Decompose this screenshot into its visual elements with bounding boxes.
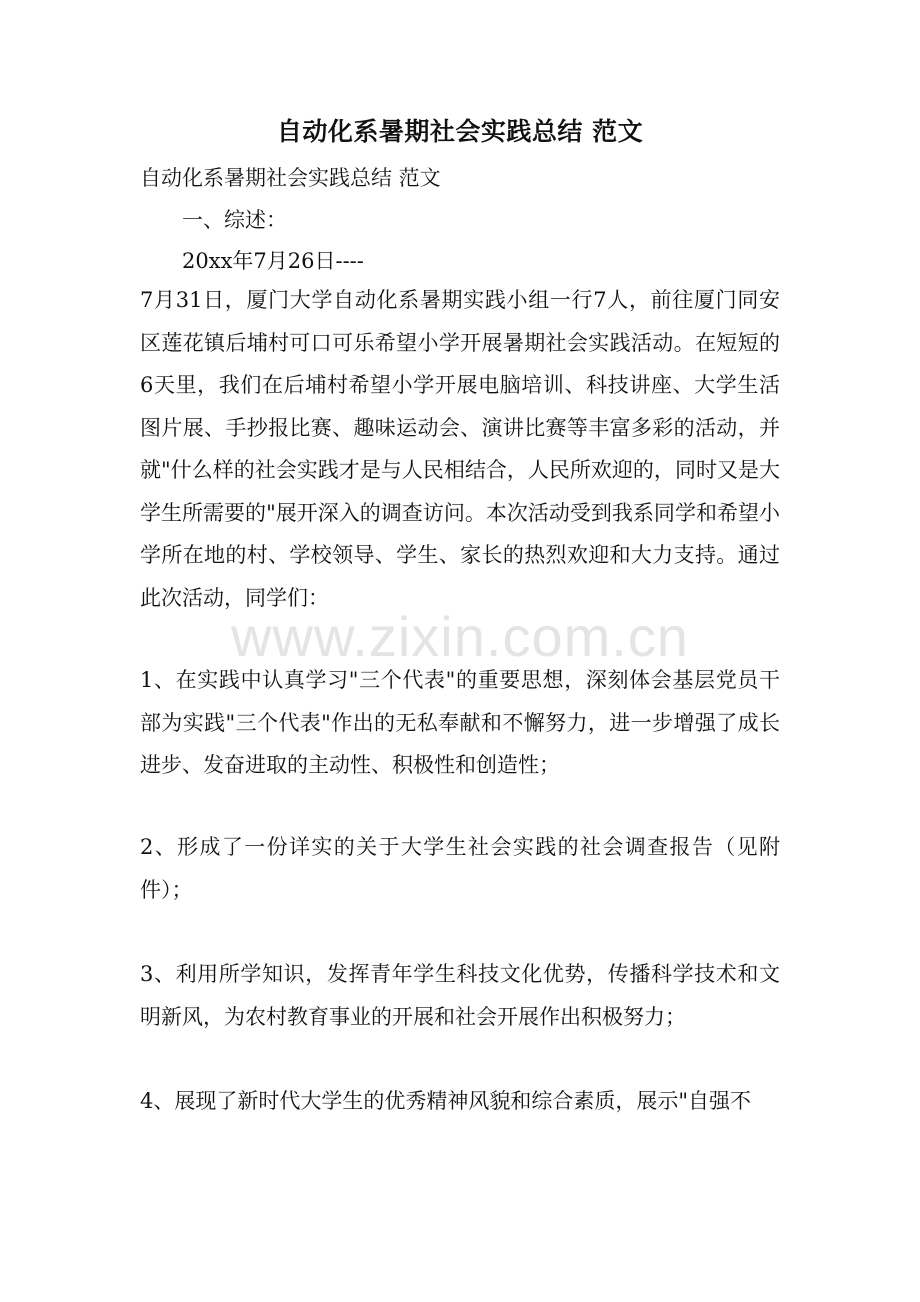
list-item: 2、形成了一份详实的关于大学生社会实践的社会调查报告（见附件）； xyxy=(140,835,780,902)
document-subtitle: 自动化系暑期社会实践总结 范文 xyxy=(140,166,441,190)
document-title: 自动化系暑期社会实践总结 范文 xyxy=(276,117,644,146)
section-heading: 一、综述： xyxy=(182,208,287,232)
list-item: 1、在实践中认真学习"三个代表"的重要思想，深刻体会基层党员干部为实践"三个代表"作出的无私奉献和不懈努力，进一步增强了成长进步、发奋进取的主动性、积极性和创造性； xyxy=(140,668,780,777)
site-watermark: www.zixin.com.cn xyxy=(231,605,689,668)
intro-paragraph: 7月31日，厦门大学自动化系暑期实践小组一行7人，前往厦门同安区莲花镇后埔村可口可乐希望小学开展暑期社会实践活动。在短短的6天里，我们在后埔村希望小学开展电脑培训、科技讲座、大学生活图片展、手抄报比赛、趣味运动会、演讲比赛等丰富多彩的活动，并就"什么样的社会实践才是与人民相结合，人民所欢迎的，同时又是大学生所需要的"展开深入的调查访问。本次活动受到我系同学和希望小学所在地的村、学校领导、学生、家长的热烈欢迎和大力支持。通过此次活动，同学们： xyxy=(140,288,780,610)
date-line: 20xx年7月26日---- xyxy=(182,249,364,273)
list-item: 4、展现了新时代大学生的优秀精神风貌和综合素质，展示"自强不 xyxy=(140,1089,752,1113)
list-item: 3、利用所学知识，发挥青年学生科技文化优势，传播科学技术和文明新风，为农村教育事业的开展和社会开展作出积极努力； xyxy=(140,962,780,1029)
